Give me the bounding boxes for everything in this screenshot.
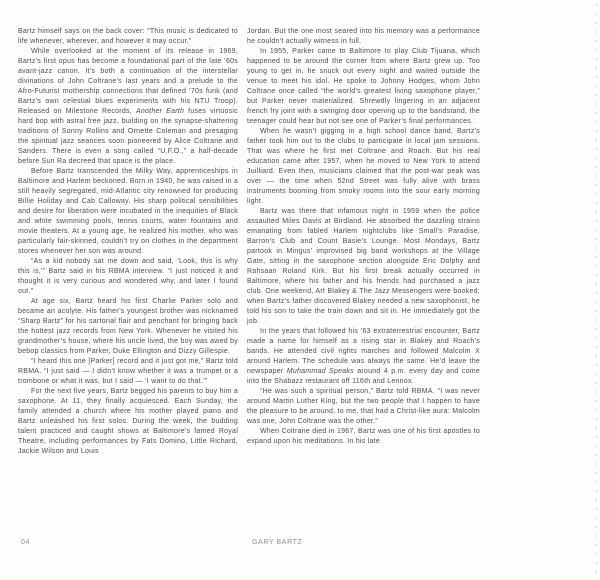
running-footer-title: GARY BARTZ (252, 539, 303, 546)
text-run: When Coltrane died in 1967, Bartz was one of his first apostles to expand upon his meditations. In his late (247, 428, 480, 445)
text-run: fuses virtuosic hard bop with astral free jazz, building on the synapse-shattering traditions of Sonny Rollins and Ornette Coleman and presaging the spiritual jazz seances soon pioneered by Alice Coltrane and Sanders. There is even a song called “U.F.O.,” a half-decade before Sun Ra decreed that space is the place. (18, 108, 238, 165)
text-run: “He was such a spiritual person,” Bartz told RBMA. “I was never around Martin Luther King, but the two people that I happen to have the pleasure to be around, to me, that had a Christ-like aura: Malcolm was one, John Coltrane was the other.” (247, 388, 480, 425)
text-run: Before Bartz transcended the Milky Way, apprenticeships in Baltimore and Harlem beckoned. Born in 1940, he was raised in a still heavily segregated, mid-Atlantic city renowned for producing Billie Holiday and Cab Calloway. His sharp political sensibilities and desire for liberation were incubated in the inequities of Black and white swimming pools, tennis courts, water fountains and movie theaters. At a young age, he realized his mother, who was particularly fair-skinned, couldn’t try on clothes in the department stores whenever her son was around. (18, 168, 238, 255)
italic-text-run: Another Earth (135, 108, 185, 115)
text-run: “As a kid nobody sat me down and said, ‘Look, this is why this is,’” Bartz said in his RBMA interview. “I just noticed it and thought it is very curious and wondered why, and later I found out.” (18, 258, 238, 295)
text-run: At age six, Bartz heard his first Charlie Parker solo and became an acolyte. His father’s youngest brother was nicknamed “Sharp Bartz” for his sartorial flair and penchant for bringing back the hottest jazz records from New York. Whenever he visited his grandmother’s house, where his uncle lived, the boy was awed by bebop classics from Parker, Duke Ellington and Dizzy Gillespie. (18, 298, 238, 355)
article-column-right (247, 27, 480, 447)
paragraph (247, 327, 480, 387)
text-run: around 4 p.m. every day and come into the Shabazz restaurant off 116th and Lennox. (247, 368, 480, 385)
text-run: In the years that followed his ’63 extraterrestrial encounter, Bartz made a name for himself as a rising star in Blakey and Roach’s bands. He attended civil rights marches and followed Malcolm X around Harlem. The schedule was always the same. He’d leave the newspaper (247, 328, 480, 375)
paragraph (247, 47, 480, 127)
article-body (18, 27, 480, 457)
text-run: For the next five years, Bartz begged his parents to buy him a saxophone. At 11, they finally acquiesced. Each Sunday, the family attended a church where his mother played piano and Bartz unleashed his first solos. During the week, the budding talent practiced and caught shows at Baltimore’s famed Royal Theatre, including performances by Fats Domino, Little Richard, Jackie Wilson and Louis (18, 388, 238, 455)
text-run: When he wasn’t gigging in a high school dance band, Bartz’s father took him out to the clubs to participate in local jam sessions. That was where he first met Coltrane and Roach. But his real education came after 1957, when he moved to New York to attend Juilliard. Even then, musicians claimed that the post-war peak was over — the time when 52nd Street was fully alive with brass instruments booming from smoky rooms into the sour early morning light. (247, 128, 480, 205)
text-run: Jordan. But the one most seared into his memory was a performance he couldn’t actually witness in full. (247, 28, 480, 45)
paragraph (247, 207, 480, 327)
paragraph (247, 427, 480, 447)
paragraph (18, 27, 238, 47)
paragraph (18, 357, 238, 387)
paragraph (18, 47, 238, 167)
text-run: “I heard this one [Parker] record and it just got me,” Bartz told RBMA. “I just said — I didn’t know whether it was a trumpet or a trombone or what it was, but I said — ‘I want to do that.’” (18, 358, 238, 385)
paragraph (247, 127, 480, 207)
text-run: In 1955, Parker came to Baltimore to play Club Tijuana, which happened to be around the corner from where Bartz grew up. Too young to get in, he snuck out every night and waited outside the venue to meet his idol. He spoke to Johnny Hodges, whom John Coltrane once called “the world’s greatest living saxophone player,” but Parker never materialized. Shrewdly lingering in an adjacent french fry joint with a swinging door opening up to the bandstand, the teenager could hear but not see one of Parker’s final performances. (247, 48, 480, 125)
italic-text-run: Muhammad Speaks (286, 368, 354, 375)
dotted-trim-edge (596, 4, 597, 576)
page-number: 04 (21, 539, 30, 546)
paragraph (247, 27, 480, 47)
text-run: Bartz himself says on the back cover: “This music is dedicated to life whenever, wherever, and however it may occur.” (18, 28, 238, 45)
paragraph (247, 387, 480, 427)
paragraph (18, 387, 238, 457)
paragraph (18, 167, 238, 257)
paragraph (18, 257, 238, 297)
page-footer (0, 538, 600, 550)
paragraph (18, 297, 238, 357)
text-run: While overlooked at the moment of its release in 1969, Bartz’s first opus has become a foundational part of the late ’60s avant-jazz canon. It’s both a continuation of the interstellar divinations of John Coltrane’s last years and a prelude to the Afro-Futurist mothership connections that defined ’70s funk (and Bartz’s own celestial blues experiments with his NTU Troop). Released on Milestone Records, (18, 48, 238, 115)
article-column-left (18, 27, 238, 457)
text-run: Bartz was there that infamous night in 1959 when the police assaulted Miles Davis at Birdland. He absorbed the dazzling strains emanating from fabled Harlem nightclubs like Small’s Paradise, Barron’s Club and Count Basie’s Lounge. Most Mondays, Bartz partook in Mingus’ improvised big band workshops at the Village Gate, sitting in the saxophone section alongside Eric Dolphy and Rahsaan Roland Kirk. But his first break actually occurred in Baltimore, where his father and his friends had purchased a jazz club. One weekend, Art Blakey & The Jazz Messengers were booked; when Bartz’s father discovered Blakey needed a new saxophonist, he told his son to take the train down and sit in. He immediately got the job. (247, 208, 480, 325)
